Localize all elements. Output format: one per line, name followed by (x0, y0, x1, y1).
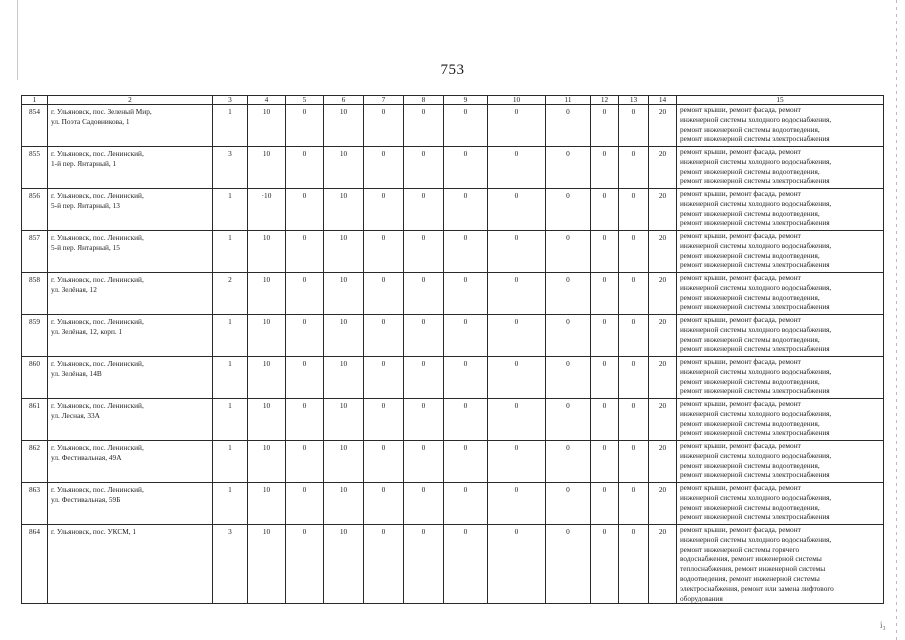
value-cell: 0 (286, 483, 324, 525)
address-line: ул. Зелёная, 14В (51, 368, 102, 378)
table-row (22, 315, 884, 357)
value-cell: 10 (248, 105, 286, 147)
value-cell: 0 (444, 105, 488, 147)
value-cell: 0 (488, 147, 546, 189)
value-cell: 20 (649, 105, 677, 147)
row-number: 857 (22, 231, 48, 273)
repair-program-table (21, 95, 884, 604)
column-number: 14 (649, 96, 677, 105)
value-cell: 0 (591, 231, 619, 273)
value-cell: 0 (286, 315, 324, 357)
value-cell: 0 (546, 105, 591, 147)
value-cell: 10 (248, 399, 286, 441)
address-line: г. Ульяновск, пос. Ленинский, (51, 233, 144, 242)
value-cell: 3 (213, 147, 248, 189)
value-cell: 0 (364, 315, 404, 357)
address-line: 5-й пер. Янтарный, 15 (51, 242, 120, 252)
value-cell: 1 (213, 399, 248, 441)
column-number: 13 (619, 96, 649, 105)
value-cell: 10 (324, 357, 364, 399)
works-line: инженерной системы холодного водоснабжения, (680, 534, 832, 544)
value-cell: 1 (213, 189, 248, 231)
works-line: ремонт инженерной системы электроснабжения (680, 344, 830, 354)
works-cell (677, 315, 884, 357)
address-line: г. Ульяновск, пос. УКСМ, 1 (51, 527, 137, 536)
value-cell: 20 (649, 189, 677, 231)
works-line: ремонт инженерной системы электроснабжения (680, 470, 830, 480)
value-cell: 10 (324, 147, 364, 189)
column-number: 10 (488, 96, 546, 105)
column-number: 9 (444, 96, 488, 105)
address-line: г. Ульяновск, пос. Ленинский, (51, 275, 144, 284)
value-cell: 0 (546, 357, 591, 399)
column-number: 4 (248, 96, 286, 105)
row-number: 855 (22, 147, 48, 189)
works-line: ремонт инженерной системы водоотведения, (680, 292, 820, 302)
value-cell: 20 (649, 483, 677, 525)
works-line: инженерной системы холодного водоснабжения, (680, 282, 832, 292)
value-cell: 20 (649, 525, 677, 604)
value-cell: 0 (546, 483, 591, 525)
works-line: водоотведения, ремонт инженерной системы (680, 573, 820, 583)
value-cell: 0 (404, 483, 444, 525)
value-cell: 0 (591, 189, 619, 231)
value-cell: 0 (404, 189, 444, 231)
address-line: г. Ульяновск, пос. Ленинский, (51, 443, 144, 452)
table-row (22, 399, 884, 441)
row-number: 859 (22, 315, 48, 357)
value-cell: 0 (444, 273, 488, 315)
value-cell: 0 (591, 399, 619, 441)
works-line: инженерной системы холодного водоснабжения, (680, 366, 832, 376)
address-line: 1-й пер. Янтарный, 1 (51, 158, 117, 168)
value-cell: 0 (591, 357, 619, 399)
column-number: 7 (364, 96, 404, 105)
works-line: ремонт инженерной системы водоотведения, (680, 418, 820, 428)
value-cell: 1 (213, 105, 248, 147)
value-cell: 0 (364, 273, 404, 315)
row-number: 858 (22, 273, 48, 315)
value-cell: 0 (404, 357, 444, 399)
value-cell: 0 (619, 399, 649, 441)
works-line: ремонт крыши, ремонт фасада, ремонт (680, 483, 801, 492)
value-cell: 0 (591, 105, 619, 147)
table-body (22, 96, 884, 604)
value-cell: 10 (248, 147, 286, 189)
value-cell: 1 (213, 231, 248, 273)
works-line: инженерной системы холодного водоснабжения, (680, 450, 832, 460)
value-cell: 10 (248, 441, 286, 483)
works-line: ремонт инженерной системы электроснабжения (680, 176, 830, 186)
works-line: ремонт инженерной системы электроснабжения (680, 218, 830, 228)
value-cell: 0 (404, 105, 444, 147)
value-cell: 0 (591, 525, 619, 604)
value-cell: 10 (324, 483, 364, 525)
value-cell: 0 (286, 147, 324, 189)
address-cell (48, 231, 213, 273)
address-line: г. Ульяновск, пос. Ленинский, (51, 191, 144, 200)
works-line: инженерной системы холодного водоснабжения, (680, 240, 832, 250)
table-row (22, 483, 884, 525)
value-cell: 20 (649, 399, 677, 441)
works-cell (677, 399, 884, 441)
value-cell: 10 (324, 105, 364, 147)
works-line: водоснабжения, ремонт инженерной системы (680, 554, 822, 564)
column-number-row (22, 96, 884, 105)
value-cell: ·10 (248, 189, 286, 231)
works-cell (677, 483, 884, 525)
table-row (22, 189, 884, 231)
address-line: ул. Зелёная, 12 (51, 284, 97, 294)
table-row (22, 147, 884, 189)
value-cell: 0 (444, 357, 488, 399)
column-number: 11 (546, 96, 591, 105)
value-cell: 10 (248, 525, 286, 604)
address-line: г. Ульяновск, пос. Ленинский, (51, 359, 144, 368)
address-line: ул. Зелёная, 12, корп. 1 (51, 326, 123, 336)
works-line: инженерной системы холодного водоснабжения, (680, 114, 832, 124)
value-cell: 0 (619, 483, 649, 525)
table-row (22, 105, 884, 147)
value-cell: 0 (364, 105, 404, 147)
works-line: ремонт инженерной системы электроснабжения (680, 428, 830, 438)
value-cell: 20 (649, 441, 677, 483)
value-cell: 0 (444, 147, 488, 189)
value-cell: 0 (488, 273, 546, 315)
works-line: ремонт инженерной системы водоотведения, (680, 208, 820, 218)
corner-mark: i₃ (880, 620, 886, 630)
row-number: 864 (22, 525, 48, 604)
value-cell: 0 (591, 273, 619, 315)
works-line: ремонт крыши, ремонт фасада, ремонт (680, 273, 801, 282)
works-line: ремонт инженерной системы электроснабжения (680, 302, 830, 312)
column-number: 2 (48, 96, 213, 105)
value-cell: 0 (619, 273, 649, 315)
works-line: ремонт инженерной системы горячего (680, 544, 800, 554)
value-cell: 0 (444, 315, 488, 357)
value-cell: 1 (213, 357, 248, 399)
works-line: ремонт инженерной системы водоотведения, (680, 376, 820, 386)
row-number: 854 (22, 105, 48, 147)
works-cell (677, 357, 884, 399)
value-cell: 0 (546, 189, 591, 231)
value-cell: 20 (649, 231, 677, 273)
address-line: 5-й пер. Янтарный, 13 (51, 200, 120, 210)
address-cell (48, 315, 213, 357)
value-cell: 0 (488, 525, 546, 604)
value-cell: 20 (649, 315, 677, 357)
row-number: 861 (22, 399, 48, 441)
works-cell (677, 105, 884, 147)
value-cell: 0 (488, 441, 546, 483)
works-line: ремонт крыши, ремонт фасада, ремонт (680, 525, 801, 534)
works-line: ремонт крыши, ремонт фасада, ремонт (680, 147, 801, 156)
works-line: ремонт инженерной системы электроснабжения (680, 386, 830, 396)
address-line: ул. Лесная, 33А (51, 410, 100, 420)
value-cell: 10 (324, 273, 364, 315)
value-cell: 10 (248, 231, 286, 273)
value-cell: 0 (444, 399, 488, 441)
value-cell: 0 (546, 441, 591, 483)
works-line: ремонт инженерной системы водоотведения, (680, 334, 820, 344)
address-cell (48, 105, 213, 147)
works-line: ремонт инженерной системы водоотведения, (680, 460, 820, 470)
value-cell: 20 (649, 357, 677, 399)
value-cell: 20 (649, 147, 677, 189)
table-row (22, 231, 884, 273)
value-cell: 0 (404, 147, 444, 189)
works-line: ремонт крыши, ремонт фасада, ремонт (680, 441, 801, 450)
page-number: 753 (440, 62, 465, 78)
value-cell: 0 (404, 399, 444, 441)
address-line: г. Ульяновск, пос. Зеленый Мир, (51, 107, 152, 116)
works-line: инженерной системы холодного водоснабжения, (680, 492, 832, 502)
value-cell: 1 (213, 483, 248, 525)
address-cell (48, 147, 213, 189)
address-line: ул. Фестивальная, 49А (51, 452, 122, 462)
works-line: инженерной системы холодного водоснабжения, (680, 198, 832, 208)
value-cell: 0 (619, 105, 649, 147)
value-cell: 0 (364, 483, 404, 525)
works-line: ремонт крыши, ремонт фасада, ремонт (680, 231, 801, 240)
value-cell: 0 (619, 357, 649, 399)
value-cell: 0 (444, 231, 488, 273)
value-cell: 0 (404, 315, 444, 357)
column-number: 12 (591, 96, 619, 105)
value-cell: 0 (488, 231, 546, 273)
value-cell: 0 (286, 189, 324, 231)
value-cell: 10 (248, 315, 286, 357)
address-line: г. Ульяновск, пос. Ленинский, (51, 317, 144, 326)
value-cell: 0 (546, 399, 591, 441)
value-cell: 0 (364, 147, 404, 189)
column-number: 15 (677, 96, 884, 105)
column-number: 1 (22, 96, 48, 105)
value-cell: 10 (324, 231, 364, 273)
works-cell (677, 441, 884, 483)
value-cell: 0 (364, 399, 404, 441)
works-line: инженерной системы холодного водоснабжения, (680, 408, 832, 418)
value-cell: 0 (444, 525, 488, 604)
works-line: ремонт крыши, ремонт фасада, ремонт (680, 105, 801, 114)
value-cell: 0 (286, 441, 324, 483)
value-cell: 0 (619, 315, 649, 357)
value-cell: 10 (324, 441, 364, 483)
table-row (22, 273, 884, 315)
works-line: инженерной системы холодного водоснабжения, (680, 156, 832, 166)
value-cell: 20 (649, 273, 677, 315)
value-cell: 0 (286, 273, 324, 315)
value-cell: 0 (364, 441, 404, 483)
value-cell: 0 (444, 441, 488, 483)
value-cell: 0 (286, 231, 324, 273)
value-cell: 1 (213, 315, 248, 357)
works-cell (677, 231, 884, 273)
works-line: ремонт крыши, ремонт фасада, ремонт (680, 357, 801, 366)
row-number: 856 (22, 189, 48, 231)
row-number: 862 (22, 441, 48, 483)
works-cell (677, 189, 884, 231)
row-number: 860 (22, 357, 48, 399)
value-cell: 0 (286, 105, 324, 147)
table-row (22, 525, 884, 604)
value-cell: 0 (546, 231, 591, 273)
value-cell: 10 (248, 357, 286, 399)
works-line: ремонт инженерной системы водоотведения, (680, 166, 820, 176)
value-cell: 0 (286, 399, 324, 441)
value-cell: 0 (286, 357, 324, 399)
value-cell: 1 (213, 441, 248, 483)
value-cell: 0 (488, 483, 546, 525)
works-line: ремонт крыши, ремонт фасада, ремонт (680, 399, 801, 408)
address-cell (48, 525, 213, 604)
address-line: ул. Фестивальная, 59Б (51, 494, 121, 504)
value-cell: 0 (546, 147, 591, 189)
column-number: 5 (286, 96, 324, 105)
works-cell (677, 273, 884, 315)
value-cell: 0 (488, 105, 546, 147)
value-cell: 0 (591, 315, 619, 357)
value-cell: 0 (404, 231, 444, 273)
value-cell: 0 (488, 357, 546, 399)
address-cell (48, 357, 213, 399)
row-number: 863 (22, 483, 48, 525)
address-cell (48, 189, 213, 231)
value-cell: 0 (619, 189, 649, 231)
table-row (22, 441, 884, 483)
value-cell: 0 (444, 189, 488, 231)
value-cell: 10 (324, 525, 364, 604)
value-cell: 0 (444, 483, 488, 525)
value-cell: 0 (546, 315, 591, 357)
value-cell: 0 (364, 189, 404, 231)
value-cell: 0 (404, 441, 444, 483)
column-number: 3 (213, 96, 248, 105)
value-cell: 0 (364, 231, 404, 273)
value-cell: 0 (488, 399, 546, 441)
column-number: 8 (404, 96, 444, 105)
address-line: г. Ульяновск, пос. Ленинский, (51, 149, 144, 158)
value-cell: 0 (619, 525, 649, 604)
works-line: ремонт инженерной системы водоотведения, (680, 502, 820, 512)
works-line: ремонт крыши, ремонт фасада, ремонт (680, 315, 801, 324)
value-cell: 10 (324, 189, 364, 231)
works-line: ремонт инженерной системы электроснабжения (680, 260, 830, 270)
value-cell: 0 (546, 525, 591, 604)
page-edge-right (896, 0, 897, 640)
value-cell: 0 (488, 189, 546, 231)
value-cell: 3 (213, 525, 248, 604)
value-cell: 10 (248, 483, 286, 525)
table-row (22, 357, 884, 399)
value-cell: 0 (404, 525, 444, 604)
works-line: инженерной системы холодного водоснабжения, (680, 324, 832, 334)
value-cell: 10 (248, 273, 286, 315)
value-cell: 0 (619, 441, 649, 483)
value-cell: 10 (324, 315, 364, 357)
value-cell: 0 (488, 315, 546, 357)
works-line: теплоснабжения, ремонт инженерной системы (680, 564, 826, 574)
works-line: оборудования (680, 593, 723, 603)
address-cell (48, 399, 213, 441)
value-cell: 0 (619, 147, 649, 189)
address-line: г. Ульяновск, пос. Ленинский, (51, 401, 144, 410)
value-cell: 0 (404, 273, 444, 315)
value-cell: 0 (286, 525, 324, 604)
address-cell (48, 483, 213, 525)
column-number: 6 (324, 96, 364, 105)
value-cell: 0 (619, 231, 649, 273)
works-line: ремонт инженерной системы электроснабжения (680, 512, 830, 522)
works-line: ремонт инженерной системы водоотведения, (680, 250, 820, 260)
value-cell: 2 (213, 273, 248, 315)
works-line: электроснабжения, ремонт или замена лифтового (680, 583, 834, 593)
value-cell: 0 (591, 441, 619, 483)
value-cell: 0 (591, 483, 619, 525)
value-cell: 10 (324, 399, 364, 441)
works-line: ремонт инженерной системы электроснабжения (680, 134, 830, 144)
address-line: г. Ульяновск, пос. Ленинский, (51, 485, 144, 494)
works-line: ремонт инженерной системы водоотведения, (680, 124, 820, 134)
address-cell (48, 273, 213, 315)
works-cell (677, 147, 884, 189)
address-line: ул. Поэта Садовникова, 1 (51, 116, 130, 126)
works-cell (677, 525, 884, 604)
value-cell: 0 (546, 273, 591, 315)
works-line: ремонт крыши, ремонт фасада, ремонт (680, 189, 801, 198)
address-cell (48, 441, 213, 483)
value-cell: 0 (364, 357, 404, 399)
value-cell: 0 (591, 147, 619, 189)
value-cell: 0 (364, 525, 404, 604)
